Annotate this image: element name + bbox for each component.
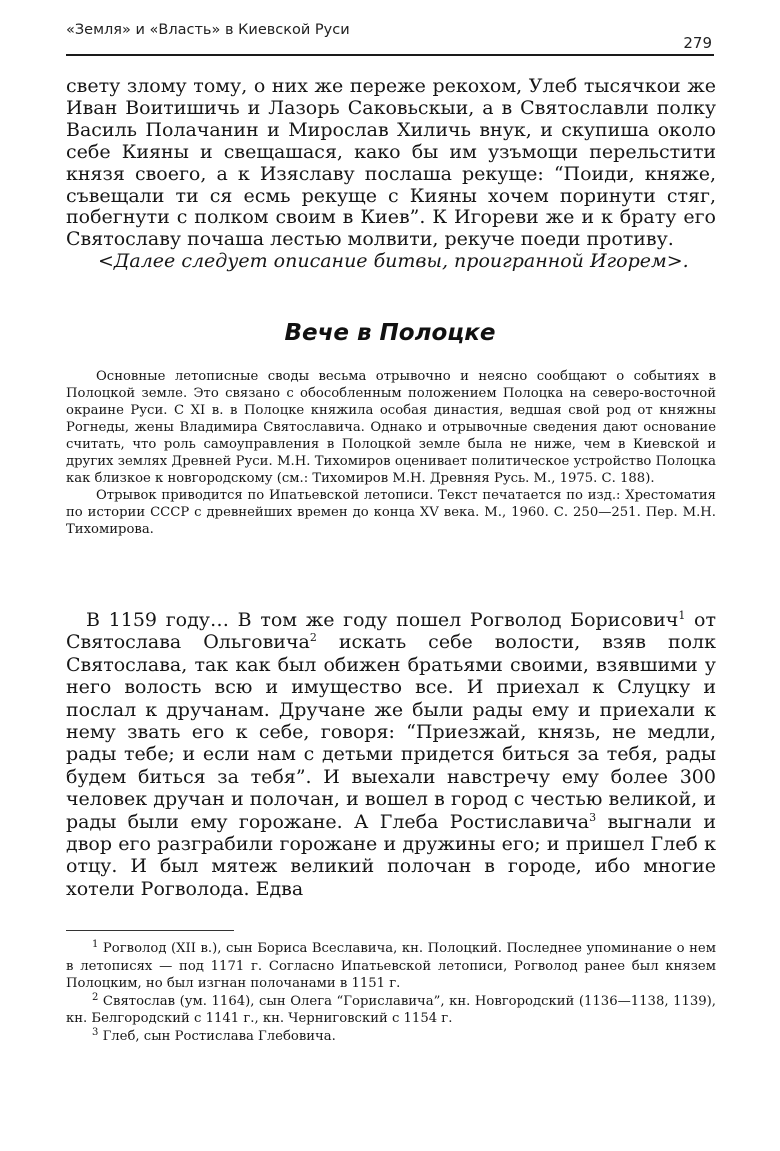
footnote-text: Святослав (ум. 1164), сын Олега “Гориславича”, кн. Новгородский (1136—1138, 1139), кн. Белгородский с 1141 г., кн. Черниговский с 1154 г. — [66, 993, 716, 1027]
footnote-divider — [66, 930, 234, 931]
footnote-text: Глеб, сын Ростислава Глебовича. — [98, 1028, 336, 1044]
page-number: 279 — [683, 34, 712, 52]
section-title: Вече в Полоцке — [284, 320, 496, 346]
main-text-segment: выгнали и двор его разграбили горожане и дружины его; и пришел Глеб к отцу. И был мятеж великий полочан в городе, ибо многие хотели Рогволода. Едва — [66, 810, 716, 900]
intro-paragraph: Основные летописные своды весьма отрывочно и неясно сообщают о событиях в Полоцкой земле. Это связано с обособленным положением Полоцка на северо-восточной окраине Руси. С XI в. в Полоцке княжила особая династия, ведшая свой род от княжны Рогнеды, жены Владимира Святославича. Однако и отрывочные сведения дают основание считать, что роль самоуправления в Полоцкой земле была не ниже, чем в Киевской и других землях Древней Руси. М.Н. Тихомиров оценивает политическое устройство Полоцка как близкое к новгородскому (см.: Тихомиров М.Н. Древняя Русь. М., 1975. С. 188). — [66, 369, 716, 486]
footnote-ref[interactable]: 2 — [309, 631, 317, 645]
page-header — [66, 20, 714, 56]
footnote-mark: 3 — [92, 1026, 99, 1038]
running-head: «Земля» и «Власть» в Киевской Руси — [66, 22, 350, 38]
intro-paragraph: Отрывок приводится по Ипатьевской летописи. Текст печатается по изд.: Хрестоматия по истории СССР с древнейших времен до конца XV века. М., 1960. С. 250—251. Пер. М.Н. Тихомирова. — [66, 488, 717, 537]
main-text-segment: искать себе волости, взяв полк Святослава, так как был обижен братьями своими, взявшими у него волость всю и имущество все. И приехал к Слуцку и послал к дручанам. Дручане же были рады ему и приехали к нему звать его к себе, говоря: “Приезжай, князь, не медли, рады тебе; и если нам с детьми придется биться за тебя, рады будем биться за тебя”. И выехали навстречу ему более 300 человек дручан и полочан, и вошел в город с честью великой, и рады были ему горожане. А Глеба Ростиславича — [66, 631, 716, 833]
footnote — [66, 940, 716, 993]
continuation-text — [66, 76, 716, 273]
footnotes — [66, 940, 716, 1046]
section-intro — [66, 368, 716, 538]
footnote — [66, 993, 716, 1028]
footnote-mark: 1 — [92, 939, 99, 950]
main-paragraph — [66, 609, 716, 900]
main-text-segment: от Святослава Ольговича — [66, 609, 716, 654]
footnote-mark: 2 — [92, 991, 99, 1003]
main-text — [66, 609, 716, 900]
footnote — [66, 1028, 716, 1046]
footnote-ref[interactable]: 1 — [678, 609, 686, 622]
footnote-ref[interactable]: 3 — [589, 810, 597, 824]
main-text-segment: В 1159 году… В том же году пошел Рогволод Борисович — [86, 609, 679, 631]
footnote-text: Рогволод (XII в.), сын Бориса Всеславича, кн. Полоцкий. Последнее упоминание о нем в летописях — под 1171 г. Согласно Ипатьевской летописи, Рогволод ранее был князем Полоцким, но был изгнан полочанами в 1151 г. — [66, 941, 716, 992]
editor-note: <Далее следует описание битвы, проигранной Игорем>. — [98, 250, 689, 273]
continuation-paragraph: свету злому тому, о них же переже рекохом, Улеб тысячкои же Иван Воитишичь и Лазорь Саковьскыи, а в Святославли полку Василь Полачанин и Мирослав Хиличь внук, и скупиша около себе Кияны и свещашася, како бы им узъмощи перельстити князя своего, а к Изяславу послаша рекуще: “Поиди, княже, съвещали ти ся есмь рекуще с Кияны хочем поринути стяг, побегнути с полком своим в Киев”. К Игореви же и к брату его Святославу почаша лестью молвити, рекуче поеди противу. — [66, 75, 716, 251]
